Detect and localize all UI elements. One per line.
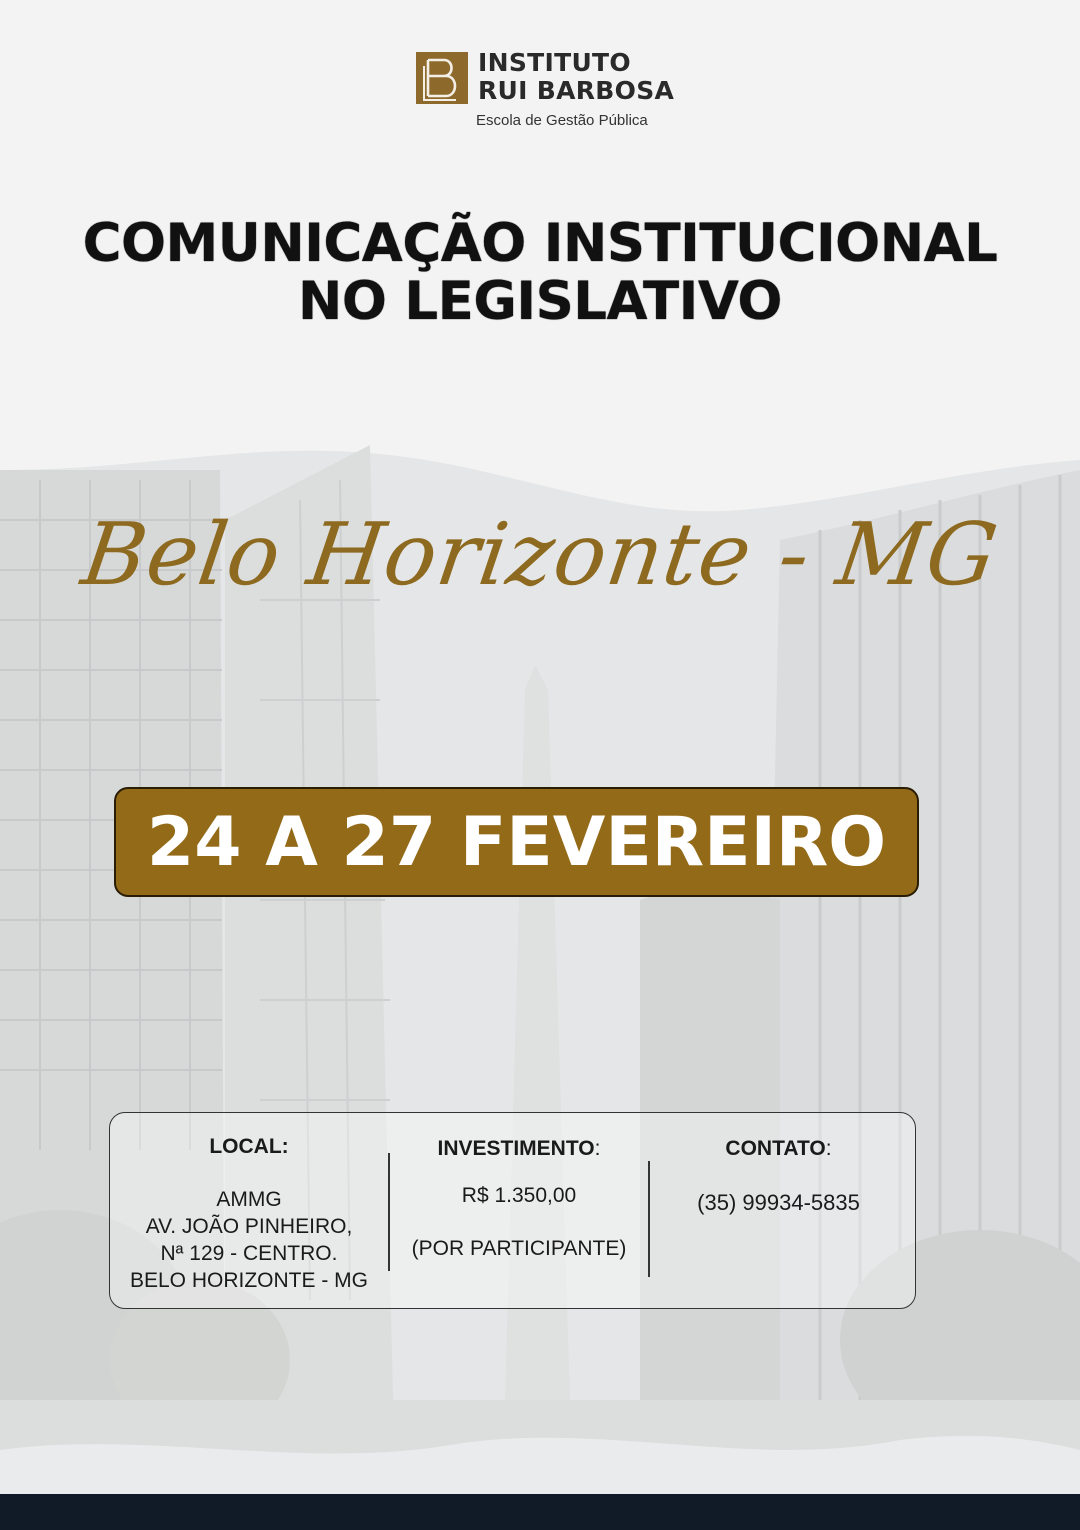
local-heading: LOCAL: — [209, 1135, 289, 1158]
investimento-colon: : — [594, 1137, 601, 1160]
investimento-note: (POR PARTICIPANTE) — [411, 1237, 627, 1260]
investimento-value: R$ 1.350,00 — [461, 1184, 577, 1207]
course-title — [40, 215, 1040, 331]
contato-phone[interactable]: (35) 99934-5835 — [697, 1190, 860, 1215]
city-name: Belo Horizonte - MG — [76, 505, 1004, 605]
footer-bar — [0, 1494, 1080, 1530]
investimento-heading-row — [390, 1135, 648, 1162]
investimento-heading: INVESTIMENTO — [437, 1137, 595, 1160]
date-text: 24 A 27 FEVEREIRO — [146, 802, 887, 882]
local-address — [110, 1186, 388, 1294]
investimento-column — [390, 1113, 648, 1262]
institute-logo — [416, 50, 676, 132]
local-column — [110, 1113, 388, 1294]
logo-tagline: Escola de Gestão Pública — [476, 112, 648, 129]
local-line-1: AMMG — [216, 1188, 282, 1211]
course-title-line-2: NO LEGISLATIVO — [298, 271, 782, 332]
info-box — [109, 1112, 916, 1309]
contato-colon: : — [825, 1137, 832, 1160]
local-line-4: BELO HORIZONTE - MG — [129, 1269, 368, 1292]
local-line-3: Nª 129 - CENTRO. — [160, 1242, 338, 1265]
contato-heading-row — [650, 1135, 907, 1162]
date-badge — [114, 787, 919, 897]
logo-line-2: RUI BARBOSA — [478, 76, 675, 105]
course-title-line-1: COMUNICAÇÃO INSTITUCIONAL — [82, 213, 998, 274]
logo-b-mark-icon — [416, 52, 468, 104]
contato-column — [650, 1113, 907, 1216]
local-line-2: AV. JOÃO PINHEIRO, — [145, 1215, 353, 1238]
logo-line-1: INSTITUTO — [478, 48, 631, 77]
contato-heading: CONTATO — [725, 1137, 826, 1160]
